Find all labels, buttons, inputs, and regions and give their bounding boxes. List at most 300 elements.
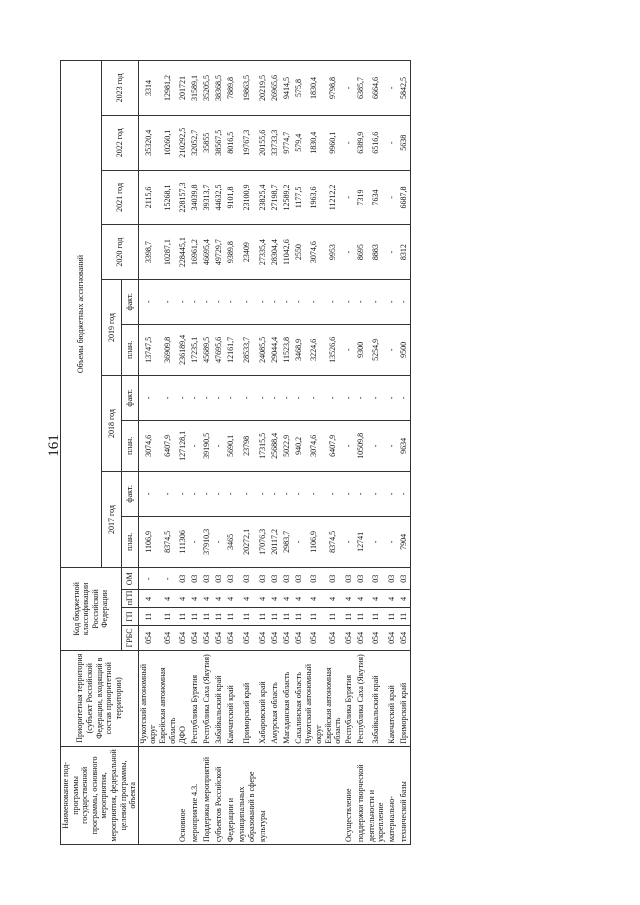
table-cell-p19: -	[386, 324, 398, 375]
table-cell-c1: Поддержка мероприятий	[201, 746, 213, 844]
header-plan-2019: план.	[121, 324, 138, 375]
table-cell-p19: 5254,9	[367, 324, 386, 375]
table-cell-y21: 27198,7	[268, 170, 280, 225]
table-cell-om: -	[138, 568, 158, 590]
table-cell-f17: -	[343, 472, 355, 517]
table-cell-f17: -	[355, 472, 367, 517]
table-cell-f19: -	[177, 280, 189, 325]
table-cell-c2: Забайкальский край	[213, 650, 225, 746]
table-cell-f19: -	[225, 280, 237, 325]
table-cell-p17: 8374,5	[158, 516, 177, 567]
table-cell-f19: -	[189, 280, 201, 325]
table-cell-c2: Чукотский автономный округ	[138, 650, 158, 746]
table-cell-y22: 9774,7	[280, 115, 292, 170]
header-plan-2018: план.	[121, 420, 138, 471]
table-cell-y22: 35320,4	[138, 115, 158, 170]
table-cell-c2: Приморский край	[237, 650, 256, 746]
table-cell-gp: 11	[343, 608, 355, 626]
table-cell-grbs: 054	[292, 626, 304, 651]
table-cell-p17: 8374,5	[324, 516, 343, 567]
table-cell-p19: 28533,7	[237, 324, 256, 375]
table-row	[225, 61, 237, 845]
table-cell-c2: Камчатский край	[225, 650, 237, 746]
table-row	[158, 61, 177, 845]
header-fact-2019: факт.	[121, 280, 138, 325]
table-cell-om: 03	[304, 568, 323, 590]
table-cell-y20: 9953	[324, 225, 343, 280]
table-cell-y20: 28304,4	[268, 225, 280, 280]
table-cell-y22: 6389,9	[355, 115, 367, 170]
header-year-2021: 2021 год	[102, 170, 139, 225]
table-cell-f19: -	[343, 280, 355, 325]
table-cell-y21: 23100,9	[237, 170, 256, 225]
table-cell-p18: 23798	[237, 420, 256, 471]
table-cell-f17: -	[189, 472, 201, 517]
header-year-2022: 2022 год	[102, 115, 139, 170]
table-cell-y20: 10287,1	[158, 225, 177, 280]
table-row	[177, 61, 189, 845]
table-cell-grbs: 054	[138, 626, 158, 651]
table-cell-p19: -	[343, 324, 355, 375]
table-cell-om: 03	[292, 568, 304, 590]
table-cell-grbs: 054	[386, 626, 398, 651]
table-cell-om: 03	[201, 568, 213, 590]
table-cell-gp: 11	[177, 608, 189, 626]
table-cell-f18: -	[355, 376, 367, 421]
table-cell-y20: 49729,7	[213, 225, 225, 280]
table-cell-grbs: 054	[324, 626, 343, 651]
table-cell-grbs: 054	[367, 626, 386, 651]
table-cell-pgp: 4	[386, 590, 398, 608]
table-cell-f17: -	[324, 472, 343, 517]
table-cell-f19: -	[386, 280, 398, 325]
table-cell-y22: 33733,3	[268, 115, 280, 170]
table-cell-y21: 11212,2	[324, 170, 343, 225]
table-cell-om: -	[158, 568, 177, 590]
table-cell-y22: 210292,5	[177, 115, 189, 170]
table-cell-c2: Сахалинская область	[292, 650, 304, 746]
table-cell-y21: 1177,5	[292, 170, 304, 225]
table-cell-f19: -	[237, 280, 256, 325]
header-plan-2017: план.	[121, 516, 138, 567]
table-cell-gp: 11	[158, 608, 177, 626]
table-cell-pgp: 4	[367, 590, 386, 608]
table-cell-y21: -	[386, 170, 398, 225]
table-cell-gp: 11	[138, 608, 158, 626]
table-cell-p18: 25688,4	[268, 420, 280, 471]
table-cell-p17: 20117,2	[268, 516, 280, 567]
table-cell-y21: -	[343, 170, 355, 225]
table-cell-f17: -	[292, 472, 304, 517]
table-cell-y23: 38368,5	[213, 61, 225, 116]
table-cell-y20: 11042,6	[280, 225, 292, 280]
table-cell-pgp: 4	[268, 590, 280, 608]
table-cell-p18: -	[189, 420, 201, 471]
table-row	[292, 61, 304, 845]
table-row	[398, 61, 411, 845]
table-cell-p19: 3468,9	[292, 324, 304, 375]
table-cell-y21: 1963,6	[304, 170, 323, 225]
table-cell-p17: 2983,7	[280, 516, 292, 567]
table-cell-y20: -	[386, 225, 398, 280]
table-cell-gp: 11	[398, 608, 411, 626]
table-cell-y23: 3314	[138, 61, 158, 116]
table-cell-p18: -	[343, 420, 355, 471]
table-cell-c1: поддержки творческой	[355, 746, 367, 844]
header-code-grbs: ГРБС	[121, 626, 138, 651]
table-cell-f17: -	[138, 472, 158, 517]
table-cell-om: 03	[256, 568, 268, 590]
header-code-om: ОМ	[121, 568, 138, 590]
table-cell-y21: 7319	[355, 170, 367, 225]
table-cell-om: 03	[343, 568, 355, 590]
table-cell-pgp: 4	[158, 590, 177, 608]
table-cell-y23: 31589,1	[189, 61, 201, 116]
table-cell-p19: 29044,4	[268, 324, 280, 375]
table-cell-y20: 8695	[355, 225, 367, 280]
table-cell-y22: 20155,6	[256, 115, 268, 170]
table-cell-grbs: 054	[343, 626, 355, 651]
table-cell-p17: -	[292, 516, 304, 567]
table-cell-om: 03	[367, 568, 386, 590]
table-cell-p17: 3465	[225, 516, 237, 567]
table-cell-om: 03	[386, 568, 398, 590]
table-cell-p19: 45689,5	[201, 324, 213, 375]
budget-allocations-table	[60, 60, 411, 845]
table-cell-f17: -	[398, 472, 411, 517]
table-cell-p18: 5690,1	[225, 420, 237, 471]
table-cell-pgp: 4	[304, 590, 323, 608]
table-cell-y22: -	[343, 115, 355, 170]
table-cell-y20: -	[343, 225, 355, 280]
table-cell-pgp: 4	[225, 590, 237, 608]
table-cell-f17: -	[256, 472, 268, 517]
table-cell-f17: -	[158, 472, 177, 517]
table-cell-p19: 13526,6	[324, 324, 343, 375]
table-cell-pgp: 4	[201, 590, 213, 608]
table-cell-f17: -	[268, 472, 280, 517]
table-cell-y23: 7889,8	[225, 61, 237, 116]
table-cell-f17: -	[213, 472, 225, 517]
table-cell-f18: -	[324, 376, 343, 421]
table-cell-gp: 11	[237, 608, 256, 626]
table-cell-y21: 34039,8	[189, 170, 201, 225]
table-cell-c2: Чукотский автономный округ	[304, 650, 323, 746]
table-cell-y23: 12981,2	[158, 61, 177, 116]
table-cell-gp: 11	[256, 608, 268, 626]
table-cell-f18: -	[256, 376, 268, 421]
table-cell-gp: 11	[292, 608, 304, 626]
table-cell-y22: 9960,1	[324, 115, 343, 170]
table-row	[304, 61, 323, 845]
table-row	[237, 61, 256, 845]
table-cell-grbs: 054	[158, 626, 177, 651]
table-cell-c1: деятельности и укрепление	[367, 746, 386, 844]
table-cell-f18: -	[158, 376, 177, 421]
table-cell-grbs: 054	[355, 626, 367, 651]
table-cell-y20: 16961,2	[189, 225, 201, 280]
table-cell-grbs: 054	[304, 626, 323, 651]
table-cell-grbs: 054	[268, 626, 280, 651]
table-cell-gp: 11	[280, 608, 292, 626]
table-cell-c1	[268, 746, 280, 844]
table-cell-y23: 26965,6	[268, 61, 280, 116]
table-cell-y22: 35855	[201, 115, 213, 170]
table-cell-p18: 39190,5	[201, 420, 213, 471]
table-row	[280, 61, 292, 845]
table-cell-y23: -	[386, 61, 398, 116]
table-cell-gp: 11	[213, 608, 225, 626]
table-cell-f17: -	[225, 472, 237, 517]
table-cell-y23: 6664,6	[367, 61, 386, 116]
table-cell-p17: -	[386, 516, 398, 567]
table-cell-p17: 7904	[398, 516, 411, 567]
table-cell-c1: Осуществление	[343, 746, 355, 844]
table-cell-p17: 1106,9	[304, 516, 323, 567]
table-cell-gp: 11	[189, 608, 201, 626]
table-cell-f18: -	[292, 376, 304, 421]
header-code-pgp: пГП	[121, 590, 138, 608]
page-number: 161	[45, 434, 62, 457]
table-cell-grbs: 054	[177, 626, 189, 651]
table-cell-y21: 6687,8	[398, 170, 411, 225]
table-cell-p17: 20272,1	[237, 516, 256, 567]
table-cell-c1	[280, 746, 292, 844]
header-fact-2017: факт.	[121, 472, 138, 517]
table-cell-y21: 7634	[367, 170, 386, 225]
table-cell-grbs: 054	[201, 626, 213, 651]
table-cell-c2: Хабаровский край	[256, 650, 268, 746]
table-cell-c2: Республика Саха (Якутия)	[355, 650, 367, 746]
table-cell-y21: 9101,8	[225, 170, 237, 225]
table-cell-f17: -	[201, 472, 213, 517]
table-cell-pgp: 4	[237, 590, 256, 608]
table-cell-p18: -	[386, 420, 398, 471]
table-cell-f19: -	[280, 280, 292, 325]
table-cell-y23: 201721	[177, 61, 189, 116]
table-cell-p18: 10509,8	[355, 420, 367, 471]
table-cell-f19: -	[138, 280, 158, 325]
table-cell-p17: 1106,9	[138, 516, 158, 567]
table-cell-p18: 17315,5	[256, 420, 268, 471]
table-cell-y23: 9414,5	[280, 61, 292, 116]
table-cell-f18: -	[386, 376, 398, 421]
table-cell-gp: 11	[355, 608, 367, 626]
table-cell-y21: 44632,5	[213, 170, 225, 225]
table-cell-f19: -	[213, 280, 225, 325]
table-cell-p17: -	[213, 516, 225, 567]
table-body	[138, 61, 410, 845]
table-cell-c1: субъектов Российской	[213, 746, 225, 844]
table-cell-p19: 9300	[355, 324, 367, 375]
table-cell-y21: 23825,4	[256, 170, 268, 225]
table-cell-om: 03	[213, 568, 225, 590]
table-cell-om: 03	[280, 568, 292, 590]
table-cell-c2: Еврейская автономная область	[158, 650, 177, 746]
table-row	[367, 61, 386, 845]
table-cell-p19: 11523,8	[280, 324, 292, 375]
table-cell-f19: -	[304, 280, 323, 325]
table-cell-p19: 3224,6	[304, 324, 323, 375]
table-cell-f19: -	[367, 280, 386, 325]
table-cell-y23: 19863,5	[237, 61, 256, 116]
table-cell-f18: -	[367, 376, 386, 421]
table-row	[138, 61, 158, 845]
table-cell-pgp: 4	[280, 590, 292, 608]
table-cell-pgp: 4	[292, 590, 304, 608]
table-cell-pgp: 4	[355, 590, 367, 608]
table-cell-gp: 11	[201, 608, 213, 626]
table-cell-pgp: 4	[177, 590, 189, 608]
table-cell-pgp: 4	[213, 590, 225, 608]
table-cell-y21: 39313,7	[201, 170, 213, 225]
header-code-gp: ГП	[121, 608, 138, 626]
table-cell-y22: 8016,5	[225, 115, 237, 170]
table-cell-om: 03	[355, 568, 367, 590]
table-cell-c1	[304, 746, 323, 844]
table-cell-p17: 37910,3	[201, 516, 213, 567]
table-cell-c1	[324, 746, 343, 844]
table-cell-f18: -	[177, 376, 189, 421]
table-cell-f18: -	[343, 376, 355, 421]
table-cell-p18: 940,2	[292, 420, 304, 471]
table-cell-c2: Республика Саха (Якутия)	[201, 650, 213, 746]
table-cell-p18: 9634	[398, 420, 411, 471]
table-cell-f19: -	[158, 280, 177, 325]
table-cell-y22: 579,4	[292, 115, 304, 170]
table-cell-pgp: 4	[256, 590, 268, 608]
table-cell-f18: -	[398, 376, 411, 421]
table-cell-p17: -	[343, 516, 355, 567]
table-cell-f17: -	[177, 472, 189, 517]
table-cell-y22: 19767,3	[237, 115, 256, 170]
table-cell-grbs: 054	[256, 626, 268, 651]
table-row	[189, 61, 201, 845]
header-budget-code: Код бюджетной классификации Российской Федерации	[61, 568, 122, 651]
rotated-table-container	[60, 60, 615, 845]
table-cell-y22: 32052,7	[189, 115, 201, 170]
table-cell-gp: 11	[324, 608, 343, 626]
table-cell-c2: Республика Бурятия	[189, 650, 201, 746]
table-row	[256, 61, 268, 845]
table-cell-c1: технической базы	[398, 746, 411, 844]
table-cell-c1: материально-	[386, 746, 398, 844]
table-row	[343, 61, 355, 845]
table-cell-y23: 9798,8	[324, 61, 343, 116]
table-cell-p19: 47695,6	[213, 324, 225, 375]
table-cell-c2: Республика Бурятия	[343, 650, 355, 746]
table-cell-p19: 236189,4	[177, 324, 189, 375]
table-cell-y20: 46695,4	[201, 225, 213, 280]
table-cell-p18: 127128,1	[177, 420, 189, 471]
table-cell-om: 03	[268, 568, 280, 590]
table-cell-y22: -	[386, 115, 398, 170]
table-cell-y23: 20219,5	[256, 61, 268, 116]
table-cell-p18: 6407,9	[158, 420, 177, 471]
table-cell-grbs: 054	[225, 626, 237, 651]
table-cell-f18: -	[201, 376, 213, 421]
table-cell-y20: 3074,6	[304, 225, 323, 280]
table-cell-y22: 5638	[398, 115, 411, 170]
table-cell-y23: 5842,5	[398, 61, 411, 116]
table-cell-p18: -	[213, 420, 225, 471]
table-cell-y23: 6385,7	[355, 61, 367, 116]
table-cell-f18: -	[304, 376, 323, 421]
table-cell-y21: 12589,2	[280, 170, 292, 225]
table-row	[201, 61, 213, 845]
table-cell-y23: 1830,4	[304, 61, 323, 116]
table-cell-c1	[292, 746, 304, 844]
table-cell-y23: 575,8	[292, 61, 304, 116]
table-cell-om: 03	[225, 568, 237, 590]
table-cell-p18: 6407,9	[324, 420, 343, 471]
header-budget-volumes: Объемы бюджетных ассигнований	[61, 61, 102, 568]
table-cell-c1: Основное	[177, 746, 189, 844]
table-cell-p19: 9500	[398, 324, 411, 375]
header-year-2017: 2017 год	[102, 472, 122, 568]
table-cell-p19: 36909,8	[158, 324, 177, 375]
table-cell-y20: 23409	[237, 225, 256, 280]
table-cell-y22: 1830,4	[304, 115, 323, 170]
table-row	[386, 61, 398, 845]
table-cell-f17: -	[386, 472, 398, 517]
table-cell-y21: 2115,6	[138, 170, 158, 225]
table-cell-p18: -	[367, 420, 386, 471]
table-cell-y20: 228445,1	[177, 225, 189, 280]
table-cell-p19: 17235,1	[189, 324, 201, 375]
table-cell-p17: -	[367, 516, 386, 567]
table-cell-c2: Камчатский край	[386, 650, 398, 746]
table-cell-c2: Приморский край	[398, 650, 411, 746]
table-cell-pgp: 4	[138, 590, 158, 608]
header-priority-territory: Приоритетная территория (субъект Российской Федерации, входящий в состав приоритетной территории)	[61, 650, 139, 746]
table-cell-p19: 24085,5	[256, 324, 268, 375]
table-cell-gp: 11	[367, 608, 386, 626]
header-year-2018: 2018 год	[102, 376, 122, 472]
table-cell-f19: -	[355, 280, 367, 325]
table-cell-c2: Амурская область	[268, 650, 280, 746]
table-cell-f19: -	[201, 280, 213, 325]
header-year-2019: 2019 год	[102, 280, 122, 376]
table-cell-c1: Федерации и	[225, 746, 237, 844]
table-cell-pgp: 4	[398, 590, 411, 608]
table-cell-c1: муниципальных образований в сфере	[237, 746, 256, 844]
table-cell-f17: -	[304, 472, 323, 517]
table-cell-p19: 13747,5	[138, 324, 158, 375]
table-cell-om: 03	[398, 568, 411, 590]
table-cell-y20: 3398,7	[138, 225, 158, 280]
table-cell-c1	[138, 746, 158, 844]
table-cell-f18: -	[280, 376, 292, 421]
table-cell-p17: 17076,3	[256, 516, 268, 567]
table-cell-f19: -	[292, 280, 304, 325]
table-cell-grbs: 054	[237, 626, 256, 651]
table-cell-p17: 111306	[177, 516, 189, 567]
table-cell-f17: -	[237, 472, 256, 517]
header-program-name: Наименование под-программы государственной программы, основного мероприятия, мероприятия, федеральной целевой программы, объекта	[61, 746, 139, 844]
table-cell-p17: -	[189, 516, 201, 567]
table-cell-y23: 35205,5	[201, 61, 213, 116]
table-cell-y21: 228157,3	[177, 170, 189, 225]
table-row	[324, 61, 343, 845]
table-cell-f19: -	[256, 280, 268, 325]
table-cell-p18: 3074,6	[304, 420, 323, 471]
table-cell-c2: ДФО	[177, 650, 189, 746]
header-year-2020: 2020 год	[102, 225, 139, 280]
table-cell-y20: 27335,4	[256, 225, 268, 280]
table-cell-p18: 3074,6	[138, 420, 158, 471]
table-cell-f19: -	[268, 280, 280, 325]
